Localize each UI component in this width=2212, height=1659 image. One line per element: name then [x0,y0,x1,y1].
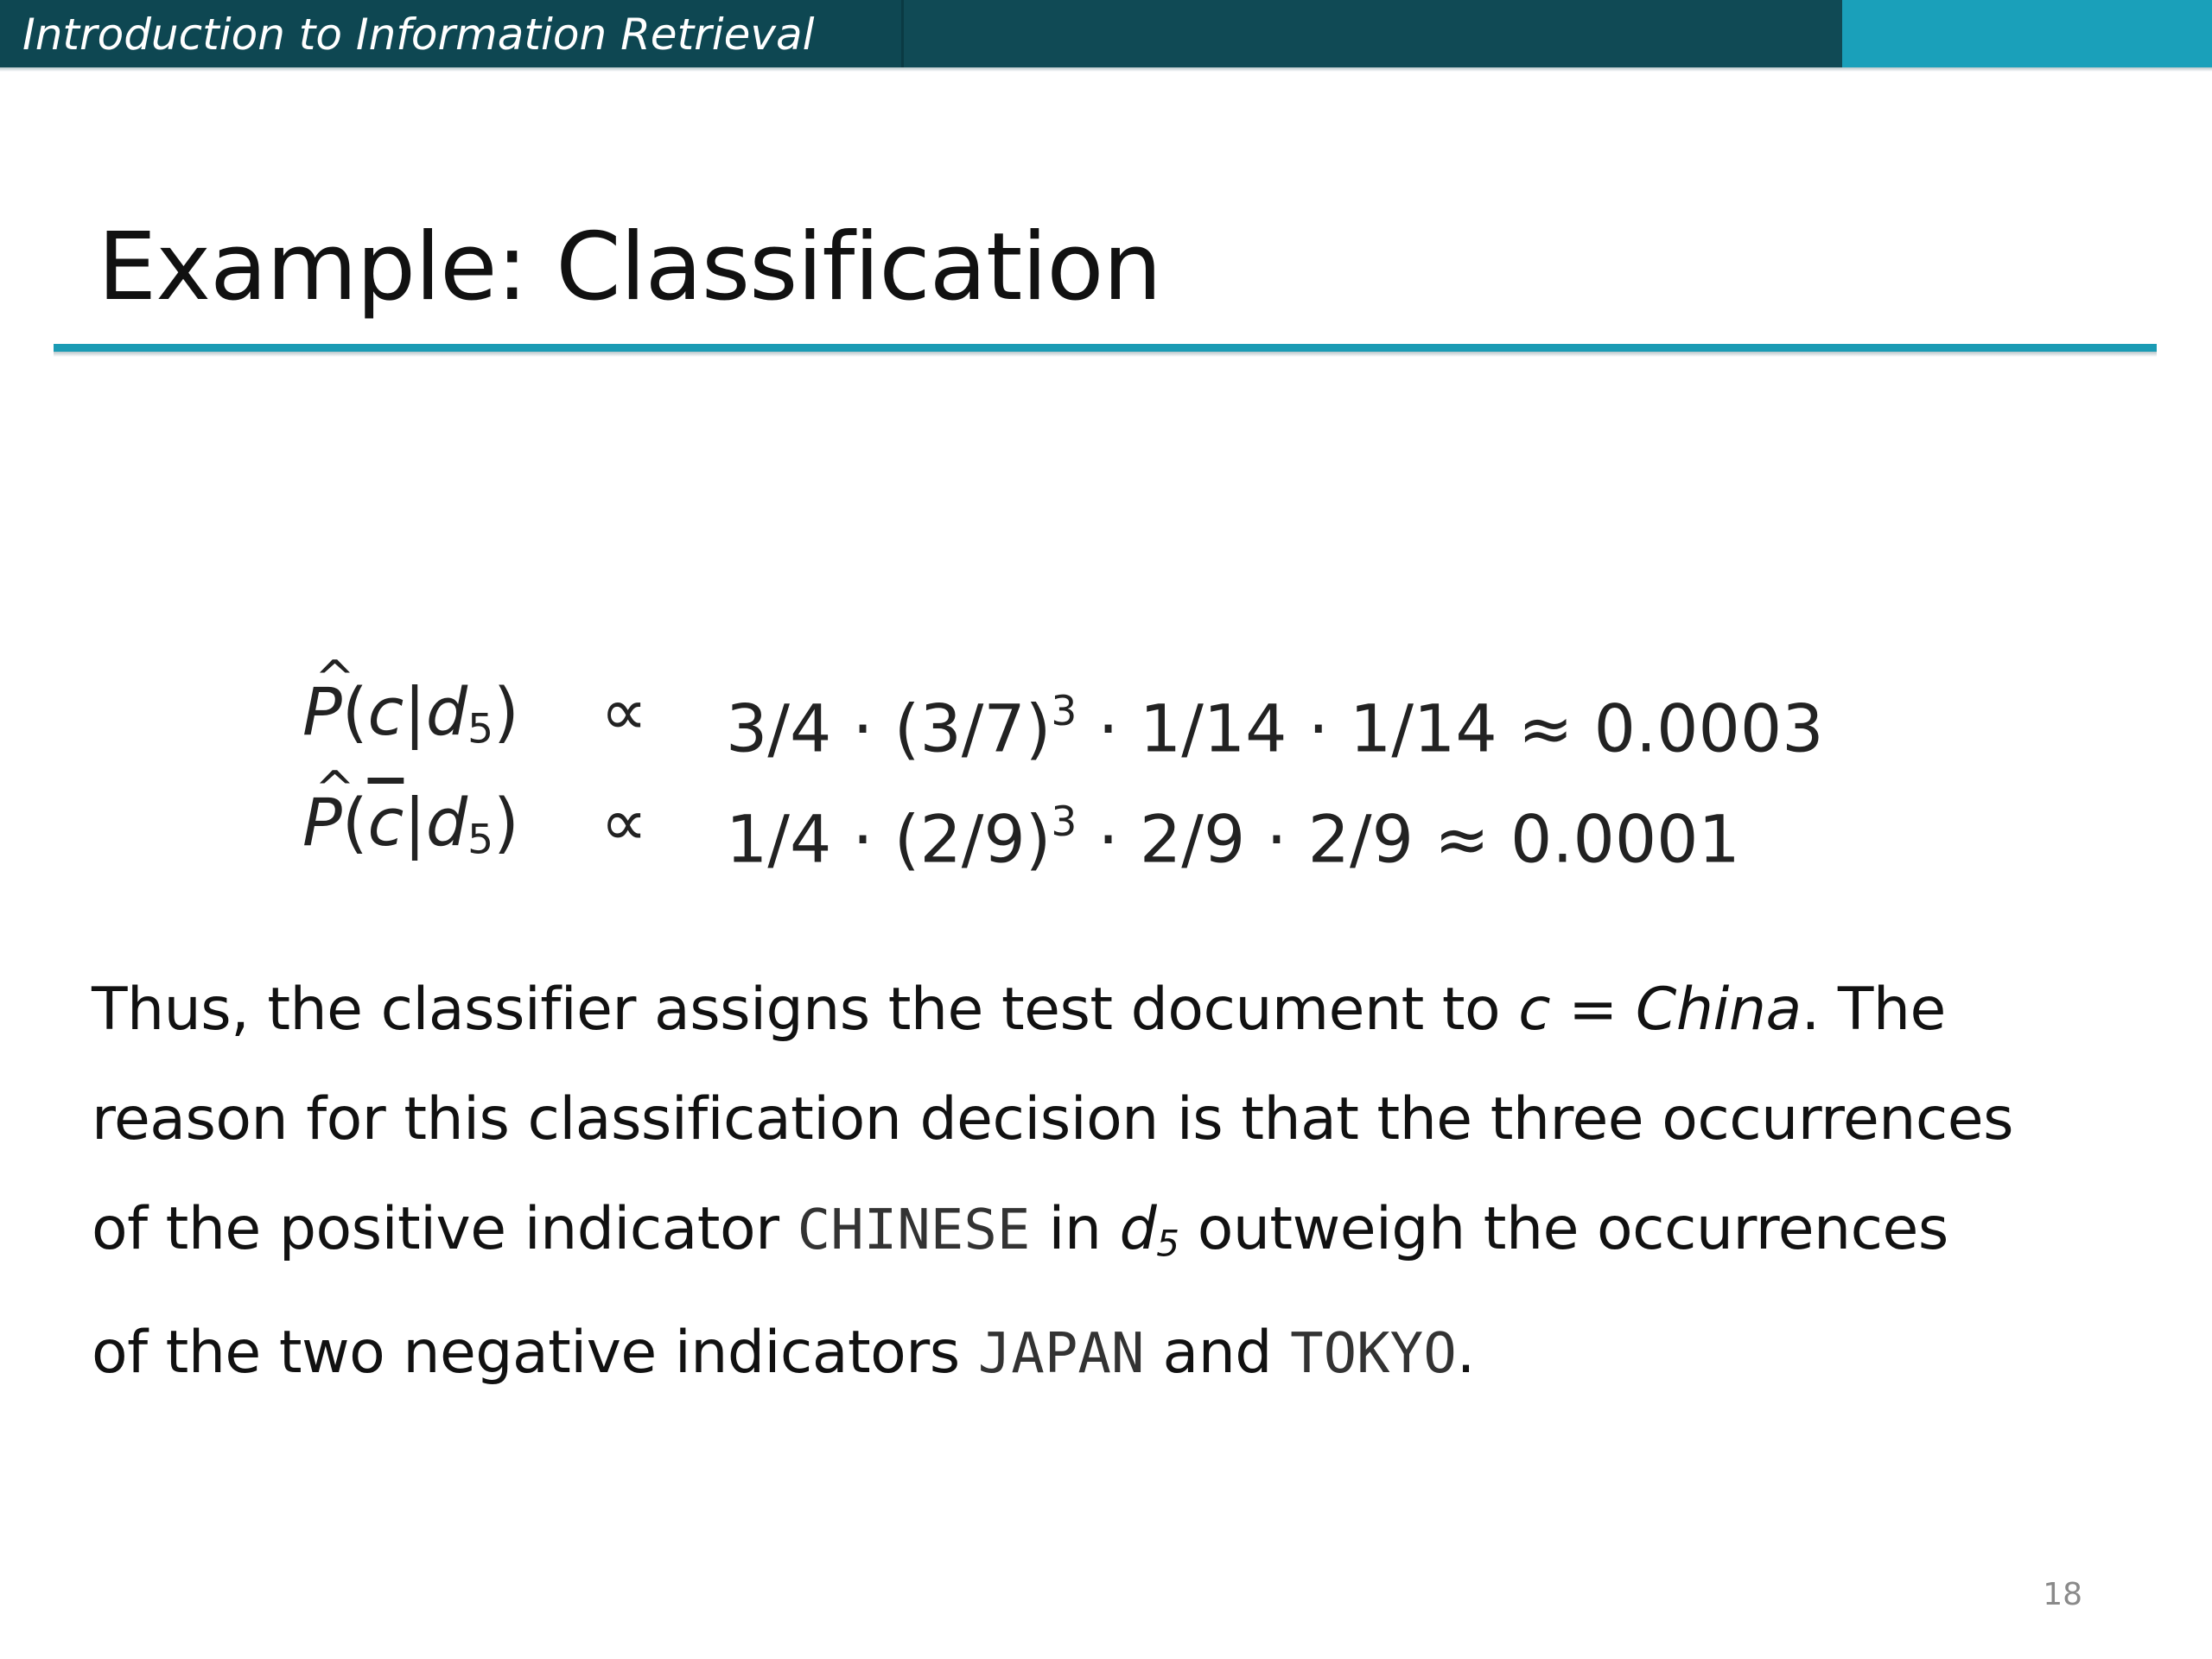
header-shadow [0,67,2212,72]
text-run: of the two negative indicators [92,1319,978,1388]
class-variable: c [1518,976,1551,1044]
doc-symbol: d [425,784,468,861]
title-underline-shadow [54,352,2157,357]
close-paren: ) [493,673,519,750]
given-bar: | [404,784,426,861]
rhs-part-a: 3/4 · (3/7) [726,690,1052,767]
doc-subscript: 5 [467,816,494,864]
paragraph-line-3 [92,1174,2131,1298]
open-paren: ( [341,784,368,861]
class-symbol: c [367,673,404,750]
equals-sign: = [1550,976,1636,1044]
close-paren: ) [493,784,519,861]
header-segment-accent [1842,0,2212,69]
slide-title: Example: Classification [98,213,1161,321]
term-chinese: CHINESE [797,1198,1031,1262]
doc-variable: d [1119,1195,1157,1263]
page-number: 18 [2043,1577,2082,1612]
course-title: Introduction to Information Retrieval [22,10,815,60]
text-run: . [1456,1319,1475,1388]
text-run: of the positive indicator [92,1195,798,1263]
paragraph-line-2: reason for this classification decision is that the three occurrences [92,1085,2014,1154]
text-run: Thus, the classifier assigns the test document to [92,976,1519,1044]
title-underline [54,344,2157,352]
given-bar: | [404,673,426,750]
class-china: China [1635,976,1802,1044]
header-bar [0,0,2212,69]
rhs-part-b: · 2/9 · 2/9 ≈ 0.0001 [1077,800,1740,878]
equation-lhs [302,767,519,895]
rhs-exponent: 3 [1051,688,1077,735]
header-segment-middle [904,0,1842,69]
p-hat: ^ P [302,767,342,878]
doc-symbol: d [425,673,468,750]
proportional-symbol: ∝ [601,784,648,861]
doc-subscript: 5 [467,705,494,753]
explanation-paragraph [92,955,2131,1409]
text-run: in [1030,1195,1120,1263]
open-paren: ( [341,673,368,750]
proportional-symbol: ∝ [601,673,648,750]
equation-rhs [726,657,1824,785]
text-run: and [1144,1319,1291,1388]
class-complement-symbol: $\overline{c}$ [367,784,404,861]
rhs-part-b: · 1/14 · 1/14 ≈ 0.0003 [1077,690,1824,767]
term-tokyo: TOKYO [1290,1322,1457,1387]
term-japan: JAPAN [977,1322,1145,1387]
rhs-part-a: 1/4 · (2/9) [726,800,1052,878]
rhs-exponent: 3 [1051,798,1077,846]
doc-subscript: 5 [1156,1222,1179,1265]
paragraph-line-4 [92,1298,2131,1409]
equation-rhs [726,767,1740,895]
text-run: outweigh the occurrences [1179,1195,1948,1263]
paragraph-line-1 [92,955,2131,1065]
text-run: . The [1801,976,1946,1044]
p-hat: ^ P [302,657,342,767]
